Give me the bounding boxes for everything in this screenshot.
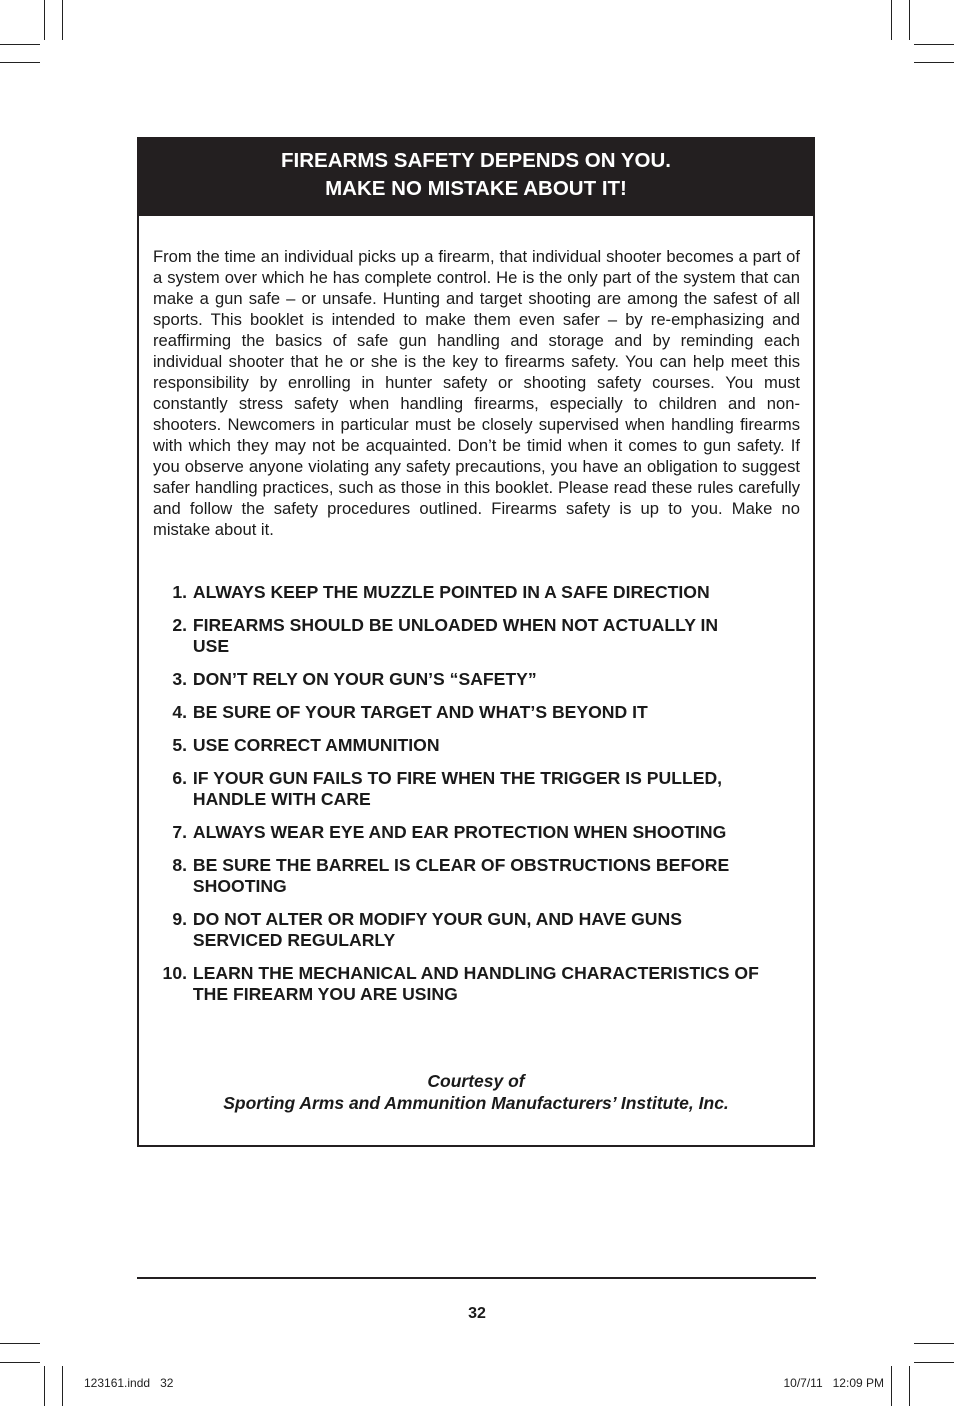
crop-mark: [0, 1343, 40, 1344]
rule-text: BE SURE THE BARREL IS CLEAR OF OBSTRUCTIONS BEFORE SHOOTING: [192, 855, 730, 896]
rule-number: 10.: [162, 963, 187, 983]
crop-mark: [914, 44, 954, 45]
rule-item: [153, 822, 793, 843]
intro-paragraph: From the time an individual picks up a firearm, that individual shooter becomes a part of a system over which he has complete control. He is the only part of the system that can make a gun safe – or unsafe. Hunting and target shooting are among the safest of all sports. This booklet is intended to make them even safer – by re-emphasizing and reaffirming the basics of safe gun handling and storage and by reminding each individual shooter that he or she is the key to firearms safety. You can help meet this responsibility by enrolling in hunter safety or shooting safety courses. You must constantly stress safety when handling firearms, especially to children and non-shooters. Newcomers in particular must be closely supervised when handling firearms with which they may not be acquainted. Don’t be timid when it comes to gun safety. If you observe anyone violating any safety precautions, you have an obligation to suggest safer handling practices, such as those in this booklet. Please read these rules carefully and follow the safety procedures outlined. Firearms safety is up to you. Make no mistake about it.: [153, 247, 800, 539]
crop-mark: [891, 0, 892, 40]
crop-mark: [909, 0, 910, 40]
page-number: 32: [468, 1305, 486, 1322]
rule-text: DO NOT ALTER OR MODIFY YOUR GUN, AND HAVE GUNS SERVICED REGULARLY: [192, 909, 682, 950]
crop-mark: [62, 1366, 63, 1406]
rule-text: LEARN THE MECHANICAL AND HANDLING CHARACTERISTICS OF THE FIREARM YOU ARE USING: [192, 963, 759, 1004]
rule-text: BE SURE OF YOUR TARGET AND WHAT’S BEYOND IT: [192, 702, 648, 722]
rule-item: [153, 909, 793, 951]
rule-item: [153, 768, 793, 810]
crop-mark: [909, 1366, 910, 1406]
safety-box: [137, 137, 815, 1147]
safety-rules-list: [153, 582, 793, 1017]
rule-number: 2.: [172, 615, 187, 635]
rule-text: ALWAYS KEEP THE MUZZLE POINTED IN A SAFE DIRECTION: [192, 582, 710, 602]
crop-mark: [891, 1366, 892, 1406]
rule-number: 6.: [172, 768, 187, 788]
rule-item: [153, 582, 793, 603]
rule-text: USE CORRECT AMMUNITION: [192, 735, 440, 755]
crop-mark: [914, 1362, 954, 1363]
rule-number: 9.: [172, 909, 187, 929]
rule-text: FIREARMS SHOULD BE UNLOADED WHEN NOT ACTUALLY IN USE: [192, 615, 719, 656]
crop-mark: [0, 44, 40, 45]
rule-number: 4.: [172, 702, 187, 722]
rule-item: [153, 855, 793, 897]
rule-item: [153, 615, 793, 657]
rule-number: 3.: [172, 669, 187, 689]
rule-item: [153, 963, 793, 1005]
rule-item: [153, 702, 793, 723]
rule-number: 7.: [172, 822, 187, 842]
header-line-1: FIREARMS SAFETY DEPENDS ON YOU.: [281, 149, 671, 172]
rule-number: 5.: [172, 735, 187, 755]
courtesy-line-1: Courtesy of: [427, 1071, 525, 1091]
crop-mark: [914, 1343, 954, 1344]
crop-mark: [0, 1362, 40, 1363]
safety-box-header: [139, 139, 813, 216]
crop-mark: [44, 1366, 45, 1406]
courtesy-line-2: Sporting Arms and Ammunition Manufacturers’ Institute, Inc.: [223, 1093, 729, 1113]
courtesy-credit: [139, 1070, 813, 1114]
header-line-2: MAKE NO MISTAKE ABOUT IT!: [325, 177, 627, 200]
rule-text: DON’T RELY ON YOUR GUN’S “SAFETY”: [192, 669, 537, 689]
footer-divider: [137, 1277, 816, 1279]
crop-mark: [914, 62, 954, 63]
crop-mark: [0, 62, 40, 63]
rule-item: [153, 735, 793, 756]
slug-file-info: 123161.indd 32: [84, 1376, 174, 1390]
rule-number: 8.: [172, 855, 187, 875]
rule-text: ALWAYS WEAR EYE AND EAR PROTECTION WHEN SHOOTING: [192, 822, 727, 842]
slug-date-info: 10/7/11 12:09 PM: [783, 1376, 884, 1390]
crop-mark: [44, 0, 45, 40]
rule-number: 1.: [172, 582, 187, 602]
rule-text: IF YOUR GUN FAILS TO FIRE WHEN THE TRIGGER IS PULLED, HANDLE WITH CARE: [192, 768, 723, 809]
rule-item: [153, 669, 793, 690]
crop-mark: [62, 0, 63, 40]
